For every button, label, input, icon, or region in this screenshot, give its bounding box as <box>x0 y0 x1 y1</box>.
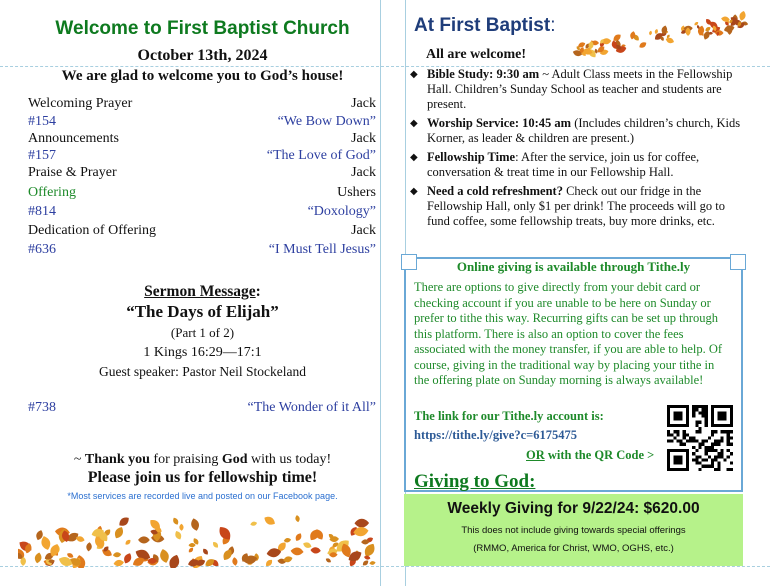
leaf-shape <box>295 515 301 523</box>
order-item: Announcements <box>28 131 119 146</box>
leaf-shape <box>172 517 180 526</box>
leaf-shape <box>34 552 43 564</box>
leaf-shape <box>113 552 122 558</box>
diamond-bullet-icon: ◆ <box>410 152 418 163</box>
or-label: OR <box>526 448 545 462</box>
qr-hint-text: with the QR Code > <box>544 448 655 462</box>
order-row <box>28 96 376 114</box>
thanks-bold: Thank you <box>84 452 150 467</box>
order-leader: Jack <box>351 96 376 111</box>
service-date: October 13th, 2024 <box>137 47 268 64</box>
leaf-shape <box>654 29 658 35</box>
bulletin-title: Welcome to First Baptist Church <box>55 18 350 39</box>
order-leader: “We Bow Down” <box>277 114 376 129</box>
activity-name: Worship Service: 10:45 am <box>427 116 572 130</box>
closing-hymn-row <box>28 400 376 418</box>
sermon-label: Sermon Message <box>144 283 256 300</box>
leaf-shape <box>264 558 274 568</box>
leaf-shape <box>232 557 238 566</box>
activity-item <box>408 150 748 180</box>
leaf-shape <box>179 524 183 531</box>
order-item: #814 <box>28 204 56 219</box>
activity-name: Fellowship Time <box>427 150 516 164</box>
sermon-title: “The Days of Elijah” <box>126 302 279 321</box>
diamond-bullet-icon: ◆ <box>410 118 418 129</box>
tithely-link-label: The link for our Tithe.ly account is: <box>414 409 604 423</box>
order-item: #636 <box>28 242 56 257</box>
order-row <box>28 148 376 166</box>
order-row <box>28 185 376 203</box>
leaf-shape <box>167 553 181 568</box>
leaf-shape <box>113 525 126 540</box>
order-leader: “I Must Tell Jesus” <box>268 242 376 257</box>
leaf-shape <box>364 555 371 560</box>
leaf-shape <box>190 517 201 531</box>
leaf-shape <box>174 530 183 541</box>
activity-name: Bible Study: 9:30 am <box>427 67 540 81</box>
order-leader: Jack <box>351 165 376 180</box>
leaf-shape <box>290 547 304 556</box>
weekly-giving-examples: (RMMO, America for Christ, WMO, OGHS, etc.) <box>473 543 674 554</box>
order-leader: Ushers <box>337 185 376 200</box>
leaf-shape <box>159 548 171 564</box>
leaf-shape <box>212 541 220 549</box>
thanks-prefix: ~ <box>73 452 85 467</box>
leaf-shape <box>138 536 150 543</box>
all-welcome: All are welcome! <box>426 47 527 62</box>
sermon-part: (Part 1 of 2) <box>170 325 235 340</box>
order-row <box>28 223 376 241</box>
closing-hymn-number: #738 <box>28 400 56 415</box>
order-item: Offering <box>28 185 76 200</box>
activity-detail: (Includes children’s church, Kids Korner, as leader & children are present.) <box>427 116 741 145</box>
order-row <box>28 204 376 222</box>
leaf-shape <box>302 541 312 549</box>
right-title-text: At First Baptist <box>414 15 551 36</box>
order-row <box>28 114 376 132</box>
order-item: Welcoming Prayer <box>28 96 133 111</box>
leaf-shape <box>188 543 195 548</box>
activity-item <box>408 67 748 112</box>
leaf-shape <box>250 521 258 527</box>
qr-code-icon[interactable] <box>666 405 734 471</box>
online-giving-body: There are options to give directly from your debit card or checking account if you are unable to be here on Sunday or prefer to tithe this way. Recurring gifts can be set up through this platform. There is also an option to cover the fees associated with the money transfer, if you are able to help. Of course, giving in the traditional way by placing your tithe in the offering plate on Sunday morning is always available! <box>414 280 723 387</box>
leaf-shape <box>665 37 675 45</box>
activities-list <box>408 67 748 233</box>
diamond-bullet-icon: ◆ <box>410 186 418 197</box>
giving-to-god-heading: Giving to God: <box>414 471 536 492</box>
leaf-shape <box>117 515 131 528</box>
order-item: Dedication of Offering <box>28 223 157 238</box>
sermon-speaker: Guest speaker: Pastor Neil Stockeland <box>99 364 306 379</box>
order-item: #157 <box>28 148 56 163</box>
thanks-end: with us today! <box>247 452 332 467</box>
leaf-shape <box>638 41 648 50</box>
activity-item <box>408 184 748 229</box>
order-item: Praise & Prayer <box>28 165 117 180</box>
order-leader: Jack <box>351 223 376 238</box>
leaf-shape <box>649 30 653 35</box>
leaf-shape <box>362 559 370 567</box>
activity-detail: Check out our fridge in the Fellowship Hall, only $1 per drink! The proceeds will go to fund coffee, some fellowship treats, buy more drinks, etc. <box>427 184 725 228</box>
order-row <box>28 165 376 183</box>
leaf-shape <box>124 539 132 546</box>
leaf-shape <box>294 532 303 542</box>
leaf-shape <box>263 515 277 527</box>
leaf-shape <box>738 10 747 21</box>
activity-name: Need a cold refreshment? <box>427 184 563 198</box>
tithely-link[interactable]: https://tithe.ly/give?c=6175475 <box>414 428 578 442</box>
activity-item <box>408 116 748 146</box>
weekly-giving-total: Weekly Giving for 9/22/24: $620.00 <box>447 500 700 517</box>
qr-code-hint <box>526 448 654 463</box>
order-leader: Jack <box>351 131 376 146</box>
sermon-heading <box>0 283 405 301</box>
thanks-line <box>0 452 405 468</box>
activity-detail: ~ Adult Class meets in the Fellowship Hall. Children’s Sunday School as teacher and students are present. <box>427 67 733 111</box>
activity-detail: : After the service, join us for coffee, conversation & treat time in our Fellowship Hall. <box>427 150 700 179</box>
leaf-shape <box>325 557 332 563</box>
order-leader: “The Love of God” <box>266 148 376 163</box>
leaf-shape <box>310 547 321 554</box>
order-item: #154 <box>28 114 56 129</box>
order-leader: “Doxology” <box>307 204 376 219</box>
order-row <box>28 242 376 260</box>
right-title <box>414 15 555 37</box>
leaf-shape <box>369 561 376 566</box>
thanks-mid: for praising <box>149 452 222 467</box>
fallen-leaves-border <box>18 508 378 568</box>
leaf-shape <box>113 559 124 567</box>
leaf-shape <box>188 547 195 554</box>
welcome-line: We are glad to welcome you to God’s house! <box>61 68 344 84</box>
online-giving-heading: Online giving is available through Tithe.ly <box>456 259 691 274</box>
order-row <box>28 131 376 149</box>
leaf-shape <box>86 542 93 552</box>
leaf-shape <box>122 552 133 565</box>
closing-hymn-title: “The Wonder of it All” <box>247 400 376 415</box>
sermon-scripture: 1 Kings 16:29—17:1 <box>143 345 262 360</box>
leaf-shape <box>354 519 369 528</box>
recording-note: *Most services are recorded live and posted on our Facebook page. <box>67 491 338 501</box>
right-title-colon: : <box>550 15 556 36</box>
autumn-leaves-banner <box>572 10 752 60</box>
weekly-giving-note: This does not include giving towards special offerings <box>461 525 686 536</box>
fellowship-invite: Please join us for fellowship time! <box>87 469 318 486</box>
leaf-shape <box>202 548 210 556</box>
leaf-shape <box>283 537 291 543</box>
thanks-god: God <box>221 452 248 467</box>
sermon-colon: : <box>255 283 261 300</box>
diamond-bullet-icon: ◆ <box>410 69 418 80</box>
